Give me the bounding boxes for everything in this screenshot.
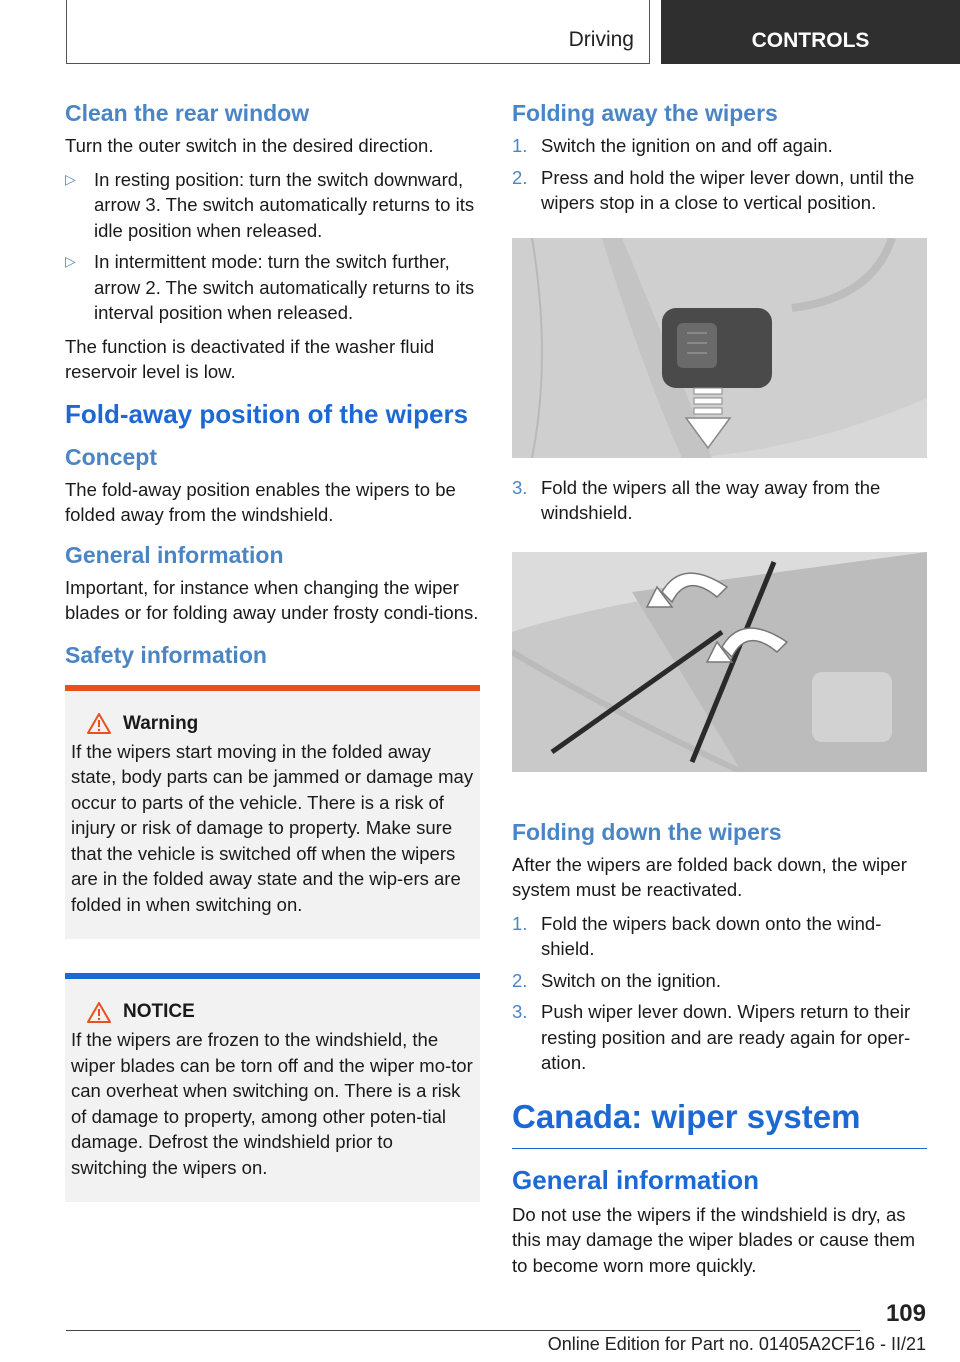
warning-title: Warning (123, 712, 199, 734)
header-section: Driving (568, 28, 634, 51)
clean-note: The function is deactivated if the washer fluid reservoir level is low. (65, 335, 435, 382)
step-number: 2. (512, 166, 528, 188)
canada-heading: Canada: wiper system (512, 1098, 927, 1149)
notice-title: NOTICE (123, 1001, 195, 1022)
list-item (65, 167, 480, 244)
list-item (512, 968, 927, 994)
notice-triangle-icon (87, 1002, 111, 1023)
list-item-text: In resting position: turn the switch downward, arrow 3. The switch automatically returns to its idle position when released. (94, 168, 475, 241)
notice-title-row (87, 1001, 474, 1023)
step-text: Fold the wipers back down onto the wind-shield. (541, 912, 882, 959)
folding-down-text: After the wipers are folded back down, the wiper system must be reactivated. (512, 853, 907, 900)
page-number: 109 (885, 1300, 926, 1327)
notice-text: If the wipers are frozen to the windshield, the wiper blades can be torn off and the wiper mo-tor can overheat when switching on. There is a risk of damage to property, among other poten-tial damage. Defrost the windshield prior to switching the wipers on. (71, 1029, 473, 1178)
warning-triangle-icon (87, 713, 111, 734)
warning-box (65, 685, 480, 940)
list-item (512, 475, 927, 526)
list-item (512, 999, 927, 1076)
step-number: 2. (512, 969, 528, 991)
concept-heading: Concept (65, 443, 157, 470)
folding-down-heading: Folding down the wipers (512, 818, 782, 845)
triangle-bullet-icon: ▷ (65, 253, 76, 269)
footer-edition: Online Edition for Part no. 01405A2CF16 - II/21 (547, 1334, 926, 1354)
notice-box (65, 973, 480, 1202)
step-number: 3. (512, 476, 528, 498)
folding-down-steps (512, 911, 927, 1076)
step-text: Switch on the ignition. (541, 969, 721, 991)
step-text: Push wiper lever down. Wipers return to their resting position and are ready again for oper-ation. (541, 1001, 911, 1073)
clean-rear-window-heading: Clean the rear window (65, 100, 310, 126)
canada-general-heading: General information (512, 1164, 760, 1195)
list-item (512, 165, 927, 216)
safety-heading: Safety information (65, 641, 267, 668)
step-number: 3. (512, 1001, 528, 1022)
right-column (512, 100, 927, 1278)
list-item (512, 911, 927, 962)
step-number: 1. (512, 135, 528, 156)
triangle-bullet-icon: ▷ (65, 170, 76, 187)
step-text: Fold the wipers all the way away from the windshield. (541, 476, 881, 523)
general-info-heading: General information (65, 541, 284, 568)
wiper-lever-illustration (512, 238, 927, 458)
step-text: Press and hold the wiper lever down, until the wipers stop in a close to vertical position. (541, 166, 915, 213)
folding-away-steps (512, 133, 927, 216)
step-text: Switch the ignition on and off again. (541, 135, 833, 156)
general-info-text: Important, for instance when changing the wiper blades or for folding away under frosty condi-tions. (65, 576, 479, 623)
foldaway-heading: Fold-away position of the wipers (65, 398, 469, 429)
concept-text: The fold-away position enables the wipers to be folded away from the windshield. (65, 478, 456, 525)
warning-text: If the wipers start moving in the folded away state, body parts can be jammed or damage may occur to parts of the vehicle. There is a risk of injury or risk of damage to property. Make sure that the vehicle is switched off when the wipers are in the folded away state and the wip-ers are folded in when switching on. (71, 740, 474, 915)
list-item-text: In intermittent mode: turn the switch further, arrow 2. The switch automatically returns to its interval position when released. (94, 251, 475, 323)
list-item (512, 133, 927, 159)
wipers-folded-illustration (512, 552, 927, 772)
header-chapter-label: CONTROLS (751, 29, 870, 52)
list-item (65, 249, 480, 326)
left-column (65, 100, 480, 1202)
header-chapter-tab (661, 0, 960, 64)
clean-intro: Turn the outer switch in the desired direction. (65, 135, 434, 156)
footer-divider (66, 1330, 860, 1331)
clean-list (65, 167, 480, 326)
canada-general-text: Do not use the wipers if the windshield is dry, as this may damage the wiper blades or cause them to become worn more quickly. (512, 1203, 916, 1276)
folding-away-step3 (512, 475, 927, 526)
warning-title-row (87, 713, 474, 735)
folding-away-heading: Folding away the wipers (512, 100, 778, 126)
step-number: 1. (512, 912, 528, 934)
header-frame (66, 0, 650, 64)
